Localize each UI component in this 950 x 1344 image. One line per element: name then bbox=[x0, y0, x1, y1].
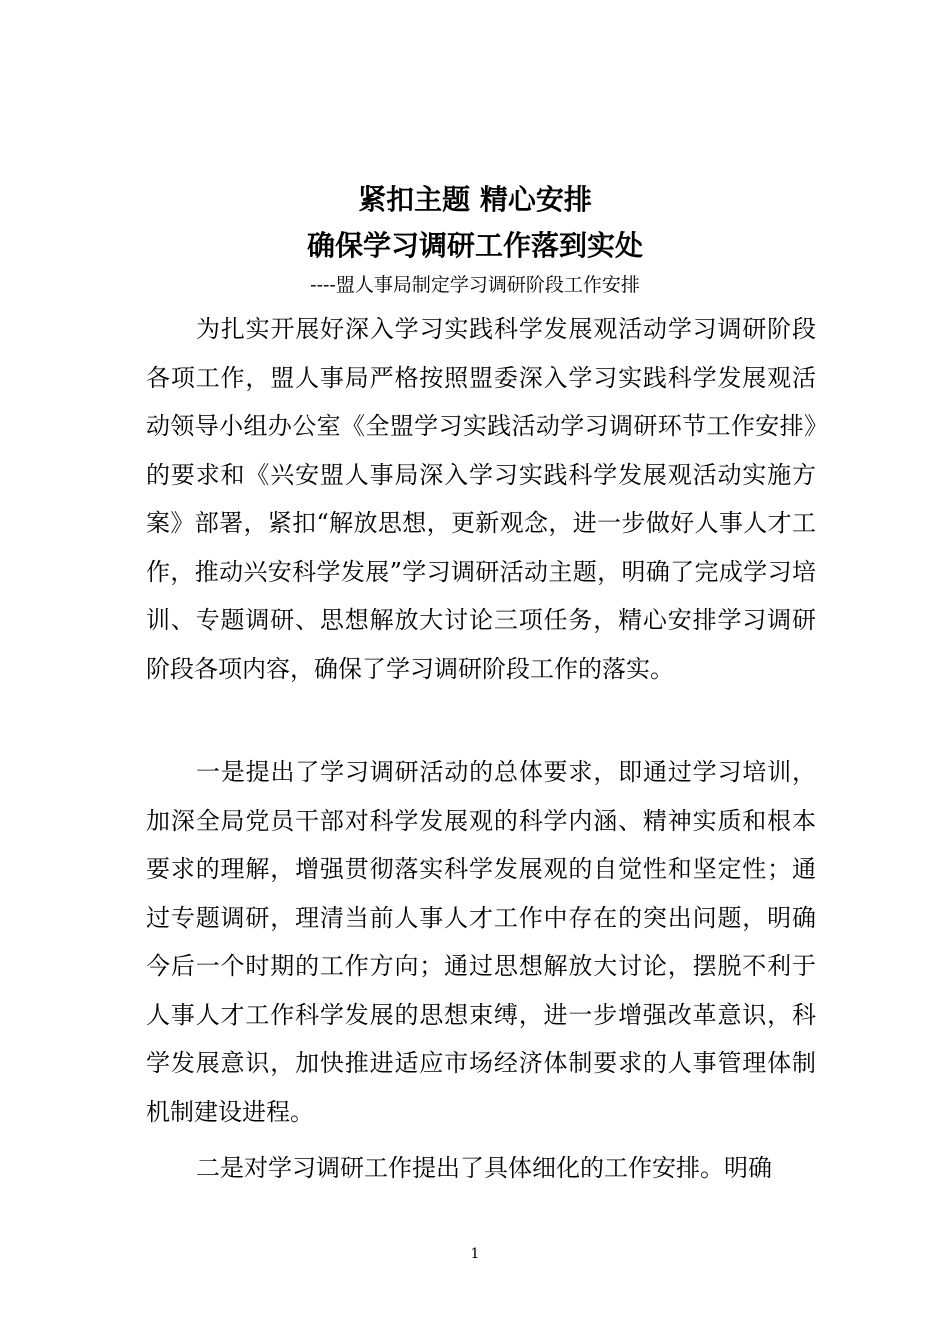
page-number: 1 bbox=[470, 1246, 480, 1262]
document-subtitle: ----盟人事局制定学习调研阶段工作安排 bbox=[310, 274, 640, 296]
body-paragraph: 二是对学习调研工作提出了具体细化的工作安排。明确 bbox=[196, 1154, 772, 1182]
body-paragraph: 一是提出了学习调研活动的总体要求，即通过学习培训，加深全局党员干部对科学发展观的科学内涵、精神实质和根本要求的理解，增强贯彻落实科学发展观的自觉性和坚定性；通过专题调研，理清当前人事人才工作中存在的突出问题，明确今后一个时期的工作方向；通过思想解放大讨论，摆脱不利于人事人才工作科学发展的思想束缚，进一步增强改革意识，科学发展意识，加快推进适应市场经济体制要求的人事管理体制机制建设进程。 bbox=[146, 758, 816, 1126]
body-paragraph: 为扎实开展好深入学习实践科学发展观活动学习调研阶段各项工作，盟人事局严格按照盟委深入学习实践科学发展观活动领导小组办公室《全盟学习实践活动学习调研环节工作安排》的要求和《兴安盟人事局深入学习实践科学发展观活动实施方案》部署，紧扣“解放思想，更新观念，进一步做好人事人才工作，推动兴安科学发展”学习调研活动主题，明确了完成学习培训、专题调研、思想解放大讨论三项任务，精心安排学习调研阶段各项内容，确保了学习调研阶段工作的落实。 bbox=[146, 315, 816, 683]
document-title-line-2: 确保学习调研工作落到实处 bbox=[306, 229, 643, 262]
document-title-line-1: 紧扣主题 精心安排 bbox=[358, 183, 592, 216]
